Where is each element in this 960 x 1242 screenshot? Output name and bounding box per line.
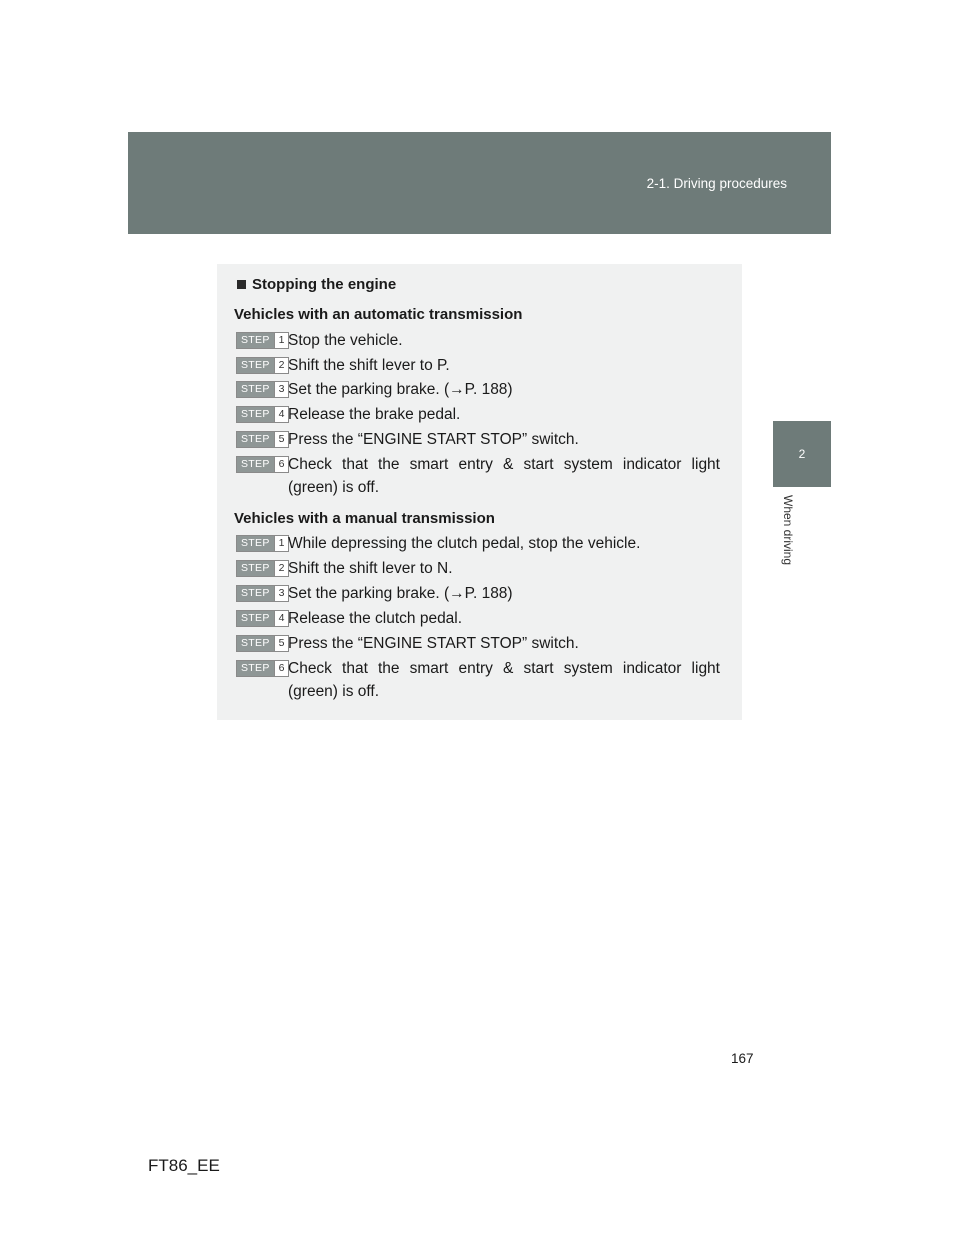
auto-step-5 — [236, 428, 720, 452]
step-word: STEP — [237, 611, 274, 626]
step-word: STEP — [237, 586, 274, 601]
step-text: Check that the smart entry & start system indicator light (green) is off. — [288, 456, 720, 496]
step-number: 6 — [274, 661, 289, 676]
step-badge — [236, 406, 289, 423]
step-number: 4 — [274, 407, 289, 422]
step-badge — [236, 357, 289, 374]
step-badge — [236, 560, 289, 577]
step-text: Set the parking brake. (→P. 188) — [288, 585, 513, 602]
step-badge — [236, 456, 289, 473]
step-word: STEP — [237, 561, 274, 576]
step-text: Press the “ENGINE START STOP” switch. — [288, 431, 579, 448]
step-text: Check that the smart entry & start system indicator light (green) is off. — [288, 660, 720, 700]
step-badge — [236, 610, 289, 627]
automatic-heading: Vehicles with an automatic transmission — [234, 306, 523, 323]
manual-step-1 — [236, 532, 720, 556]
step-word: STEP — [237, 358, 274, 373]
step-number: 3 — [274, 586, 289, 601]
auto-step-1 — [236, 329, 720, 353]
step-word: STEP — [237, 333, 274, 348]
step-word: STEP — [237, 432, 274, 447]
step-text: Release the brake pedal. — [288, 406, 461, 423]
step-word: STEP — [237, 636, 274, 651]
step-number: 5 — [274, 636, 289, 651]
step-badge — [236, 660, 289, 677]
manual-step-6 — [236, 657, 720, 700]
step-number: 1 — [274, 536, 289, 551]
step-word: STEP — [237, 457, 274, 472]
chapter-tab — [773, 421, 831, 487]
step-number: 6 — [274, 457, 289, 472]
auto-step-3 — [236, 378, 720, 402]
step-badge — [236, 535, 289, 552]
square-bullet-icon — [237, 280, 246, 289]
manual-step-2 — [236, 557, 720, 581]
step-word: STEP — [237, 407, 274, 422]
step-badge — [236, 431, 289, 448]
step-text: While depressing the clutch pedal, stop the vehicle. — [288, 535, 641, 552]
step-text: Release the clutch pedal. — [288, 610, 463, 627]
content-box — [217, 264, 742, 720]
step-text: Set the parking brake. (→P. 188) — [288, 381, 513, 398]
step-text: Shift the shift lever to N. — [288, 560, 453, 577]
step-number: 5 — [274, 432, 289, 447]
auto-step-4 — [236, 403, 720, 427]
step-badge — [236, 585, 289, 602]
step-badge — [236, 332, 289, 349]
step-number: 2 — [274, 358, 289, 373]
step-word: STEP — [237, 382, 274, 397]
step-number: 2 — [274, 561, 289, 576]
step-word: STEP — [237, 536, 274, 551]
auto-step-2 — [236, 354, 720, 378]
step-text: Shift the shift lever to P. — [288, 357, 450, 374]
step-word: STEP — [237, 661, 274, 676]
section-header: 2-1. Driving procedures — [646, 176, 787, 191]
step-text: Press the “ENGINE START STOP” switch. — [288, 635, 579, 652]
step-badge — [236, 635, 289, 652]
header-band — [128, 132, 831, 234]
section-title — [237, 276, 396, 293]
section-title-text: Stopping the engine — [252, 276, 397, 293]
chapter-number: 2 — [798, 447, 806, 461]
step-badge — [236, 381, 289, 398]
manual-step-3 — [236, 582, 720, 606]
step-text: Stop the vehicle. — [288, 332, 403, 349]
manual-step-5 — [236, 632, 720, 656]
step-number: 3 — [274, 382, 289, 397]
footer-code: FT86_EE — [148, 1156, 220, 1175]
auto-step-6 — [236, 453, 720, 496]
page-number: 167 — [731, 1051, 754, 1066]
step-number: 1 — [274, 333, 289, 348]
chapter-label — [773, 495, 803, 585]
step-number: 4 — [274, 611, 289, 626]
chapter-label-text: When driving — [781, 495, 795, 566]
manual-step-4 — [236, 607, 720, 631]
manual-heading: Vehicles with a manual transmission — [234, 510, 495, 527]
